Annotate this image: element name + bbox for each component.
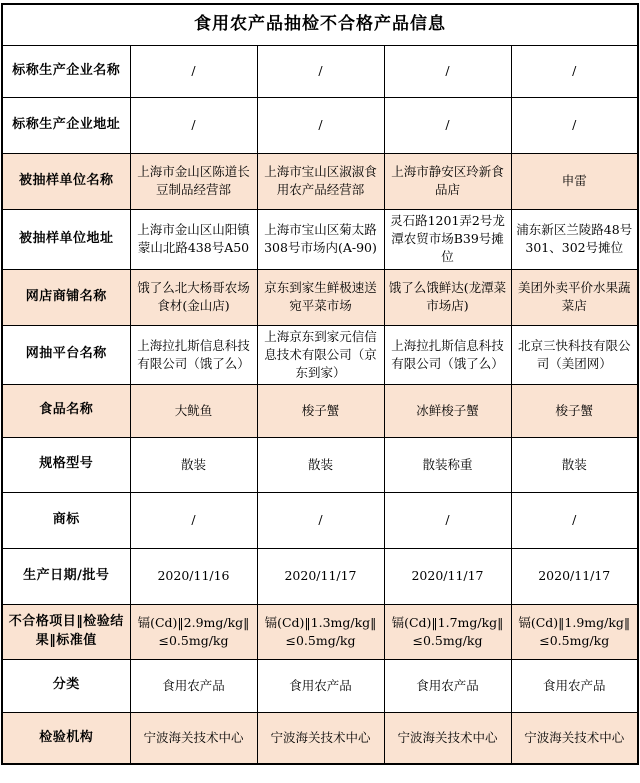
table-row	[2, 384, 638, 437]
cell-value: /	[130, 45, 257, 97]
cell-value: 上海市宝山区菊太路308号市场内(A-90)	[257, 209, 384, 269]
inspection-results-table	[1, 3, 639, 765]
row-label: 网抽平台名称	[2, 325, 130, 384]
cell-value: 上海市金山区山阳镇蒙山北路438号A50	[130, 209, 257, 269]
table-title: 食用农产品抽检不合格产品信息	[2, 4, 638, 45]
cell-value: 美团外卖平价水果蔬菜店	[511, 269, 638, 325]
cell-value: /	[384, 45, 511, 97]
cell-value: /	[384, 492, 511, 548]
table-row	[2, 269, 638, 325]
cell-value: 饿了么饿鲜达(龙潭菜市场店)	[384, 269, 511, 325]
cell-value: 京东到家生鲜极速送宛平菜市场	[257, 269, 384, 325]
cell-value: 散装称重	[384, 437, 511, 492]
row-label: 商标	[2, 492, 130, 548]
cell-value: 大鱿鱼	[130, 384, 257, 437]
cell-value: 申雷	[511, 153, 638, 209]
title-row	[2, 4, 638, 45]
cell-value: 散装	[257, 437, 384, 492]
row-label: 规格型号	[2, 437, 130, 492]
row-label: 标称生产企业名称	[2, 45, 130, 97]
row-label: 不合格项目‖检验结果‖标准值	[2, 604, 130, 659]
cell-value: 2020/11/17	[257, 548, 384, 604]
cell-value: 食用农产品	[511, 659, 638, 712]
cell-value: 上海拉扎斯信息科技有限公司（饿了么）	[384, 325, 511, 384]
cell-value: 上海拉扎斯信息科技有限公司（饿了么）	[130, 325, 257, 384]
table-row	[2, 492, 638, 548]
cell-value: 食用农产品	[130, 659, 257, 712]
cell-value: 2020/11/17	[384, 548, 511, 604]
cell-value: 上海市金山区陈道长豆制品经营部	[130, 153, 257, 209]
cell-value: 镉(Cd)‖1.7mg/kg‖ ≤0.5mg/kg	[384, 604, 511, 659]
cell-value: 宁波海关技术中心	[384, 712, 511, 764]
table-row	[2, 45, 638, 97]
table-row	[2, 209, 638, 269]
cell-value: 上海京东到家元信信息技术有限公司（京东到家）	[257, 325, 384, 384]
cell-value: 饿了么北大杨哥农场食材(金山店)	[130, 269, 257, 325]
table-row	[2, 659, 638, 712]
cell-value: 灵石路1201弄2号龙潭农贸市场B39号摊位	[384, 209, 511, 269]
cell-value: 2020/11/17	[511, 548, 638, 604]
cell-value: 食用农产品	[257, 659, 384, 712]
row-label: 被抽样单位名称	[2, 153, 130, 209]
cell-value: 2020/11/16	[130, 548, 257, 604]
cell-value: 宁波海关技术中心	[130, 712, 257, 764]
row-label: 网店商铺名称	[2, 269, 130, 325]
cell-value: 梭子蟹	[257, 384, 384, 437]
row-label: 标称生产企业地址	[2, 97, 130, 153]
cell-value: 宁波海关技术中心	[511, 712, 638, 764]
cell-value: /	[384, 97, 511, 153]
table-row	[2, 712, 638, 764]
cell-value: 梭子蟹	[511, 384, 638, 437]
cell-value: 北京三快科技有限公司（美团网）	[511, 325, 638, 384]
cell-value: /	[130, 492, 257, 548]
cell-value: 散装	[130, 437, 257, 492]
cell-value: 浦东新区兰陵路48号301、302号摊位	[511, 209, 638, 269]
cell-value: 食用农产品	[384, 659, 511, 712]
table-row	[2, 548, 638, 604]
cell-value: 镉(Cd)‖1.3mg/kg‖ ≤0.5mg/kg	[257, 604, 384, 659]
row-label: 食品名称	[2, 384, 130, 437]
table-row	[2, 153, 638, 209]
table-row	[2, 97, 638, 153]
cell-value: 上海市静安区玲新食品店	[384, 153, 511, 209]
cell-value: 冰鲜梭子蟹	[384, 384, 511, 437]
cell-value: /	[511, 492, 638, 548]
row-label: 生产日期/批号	[2, 548, 130, 604]
table-row	[2, 437, 638, 492]
cell-value: 镉(Cd)‖1.9mg/kg‖ ≤0.5mg/kg	[511, 604, 638, 659]
table-row	[2, 604, 638, 659]
cell-value: /	[511, 45, 638, 97]
cell-value: 宁波海关技术中心	[257, 712, 384, 764]
table-row	[2, 325, 638, 384]
row-label: 检验机构	[2, 712, 130, 764]
row-label: 被抽样单位地址	[2, 209, 130, 269]
cell-value: 镉(Cd)‖2.9mg/kg‖ ≤0.5mg/kg	[130, 604, 257, 659]
cell-value: /	[511, 97, 638, 153]
cell-value: /	[257, 45, 384, 97]
cell-value: 散装	[511, 437, 638, 492]
row-label: 分类	[2, 659, 130, 712]
cell-value: /	[257, 97, 384, 153]
cell-value: 上海市宝山区淑淑食用农产品经营部	[257, 153, 384, 209]
cell-value: /	[130, 97, 257, 153]
cell-value: /	[257, 492, 384, 548]
